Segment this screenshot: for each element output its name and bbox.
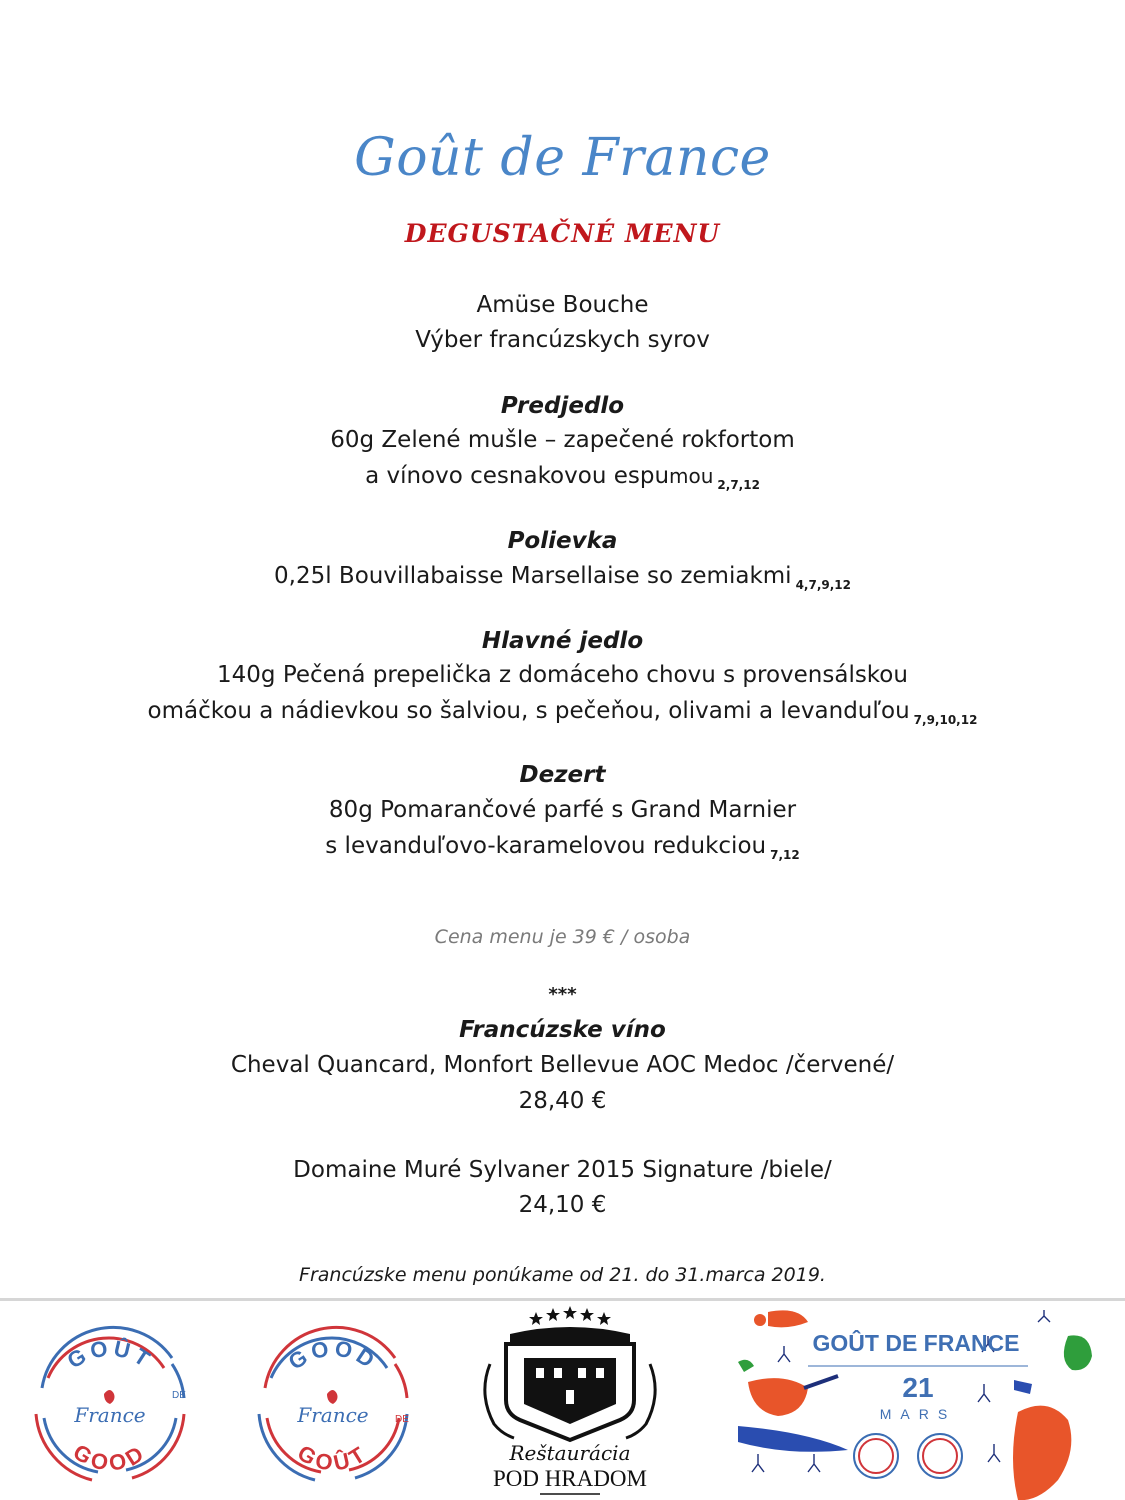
- svg-text:GOOD: [284, 1335, 382, 1374]
- availability-note: Francúzske menu ponúkame od 21. do 31.marca 2019.: [299, 1264, 826, 1286]
- badge2-middle-text: France: [297, 1403, 369, 1427]
- badge2-de-text: DE: [395, 1414, 409, 1425]
- wine-item-white-name: Domaine Muré Sylvaner 2015 Signature /biele/: [293, 1157, 832, 1183]
- course-starter-line2: [0, 459, 1125, 497]
- badge1-bottom-text: GOOD: [68, 1439, 152, 1476]
- course-heading-starter: Predjedlo: [500, 393, 625, 419]
- wine-item-red-name: Cheval Quancard, Monfort Bellevue AOC Medoc /červené/: [230, 1052, 895, 1078]
- rooster-icon: [327, 1390, 338, 1404]
- gout-de-france-poster: [738, 1302, 1094, 1500]
- restaurant-script-text: Reštaurácia: [509, 1441, 631, 1465]
- allergens-dessert: 7,12: [770, 848, 800, 862]
- allergens-starter: 2,7,12: [717, 478, 760, 492]
- course-heading-soup: Polievka: [507, 528, 618, 554]
- page-title: Goût de France: [354, 128, 771, 188]
- course-starter-line1: 60g Zelené mušle – zapečené rokfortom: [330, 427, 795, 453]
- restaurant-name-text: POD HRADOM: [493, 1466, 647, 1491]
- pod-hradom-restaurant-logo: [470, 1304, 670, 1500]
- course-dessert-line2: [0, 829, 1125, 867]
- intro-cheese-selection: Výber francúzskych syrov: [415, 327, 710, 353]
- course-heading-dessert: Dezert: [519, 762, 606, 788]
- badge1-top-text: GOÛT: [62, 1335, 158, 1374]
- menu-price-note: Cena menu je 39 € / osoba: [434, 926, 691, 948]
- course-soup-text: 0,25l Bouvillabaisse Marsellaise so zemiakmi: [274, 563, 792, 589]
- course-dessert-text: s levanduľovo-karamelovou redukciou: [325, 833, 767, 859]
- allergens-soup: 4,7,9,12: [795, 578, 851, 592]
- menu-subtitle: DEGUSTAČNÉ MENU: [404, 219, 721, 248]
- good-france-badge-logo: [245, 1318, 421, 1494]
- poster-date: 21: [902, 1372, 934, 1403]
- course-starter-line2-text: a vínovo cesnakovou espu: [365, 463, 670, 489]
- course-main-text: omáčkou a nádievkou so šalviou, s pečeňou, olivami a levanduľou: [147, 698, 910, 724]
- wine-heading: Francúzske víno: [459, 1017, 666, 1043]
- course-dessert-line1: 80g Pomarančové parfé s Grand Marnier: [328, 797, 797, 823]
- rooster-icon: [104, 1390, 115, 1404]
- course-soup-line1: [0, 559, 1125, 597]
- gout-de-france-badge-logo: [22, 1318, 198, 1494]
- pan-icon: [748, 1378, 808, 1416]
- course-main-line1: 140g Pečená prepelička z domáceho chovu s provensálskou: [217, 662, 908, 688]
- stars-icon: [529, 1306, 611, 1325]
- wine-item-red-price: 28,40 €: [518, 1088, 607, 1114]
- course-starter-line2-small: mou: [669, 464, 714, 488]
- separator-stars: ***: [548, 984, 577, 1005]
- svg-text:GOOD: [69, 1439, 151, 1476]
- badge1-middle-text: France: [74, 1403, 146, 1427]
- svg-text:GOÛT: [63, 1335, 158, 1373]
- badge1-de-text: DE: [172, 1390, 186, 1401]
- allergens-main: 7,9,10,12: [913, 713, 978, 727]
- poster-month: MARS: [879, 1406, 957, 1422]
- badge2-bottom-text: GOÛT: [293, 1439, 373, 1476]
- svg-text:GOÛT: [293, 1440, 372, 1476]
- poster-title: GOÛT DE FRANCE: [812, 1330, 1020, 1356]
- badge2-top-text: GOOD: [283, 1335, 383, 1375]
- intro-amuse-bouche: Amüse Bouche: [476, 292, 649, 318]
- course-main-line2: [0, 694, 1125, 732]
- pepper-icon: [1013, 1406, 1071, 1500]
- course-heading-main: Hlavné jedlo: [481, 628, 644, 654]
- wine-item-white-price: 24,10 €: [518, 1192, 607, 1218]
